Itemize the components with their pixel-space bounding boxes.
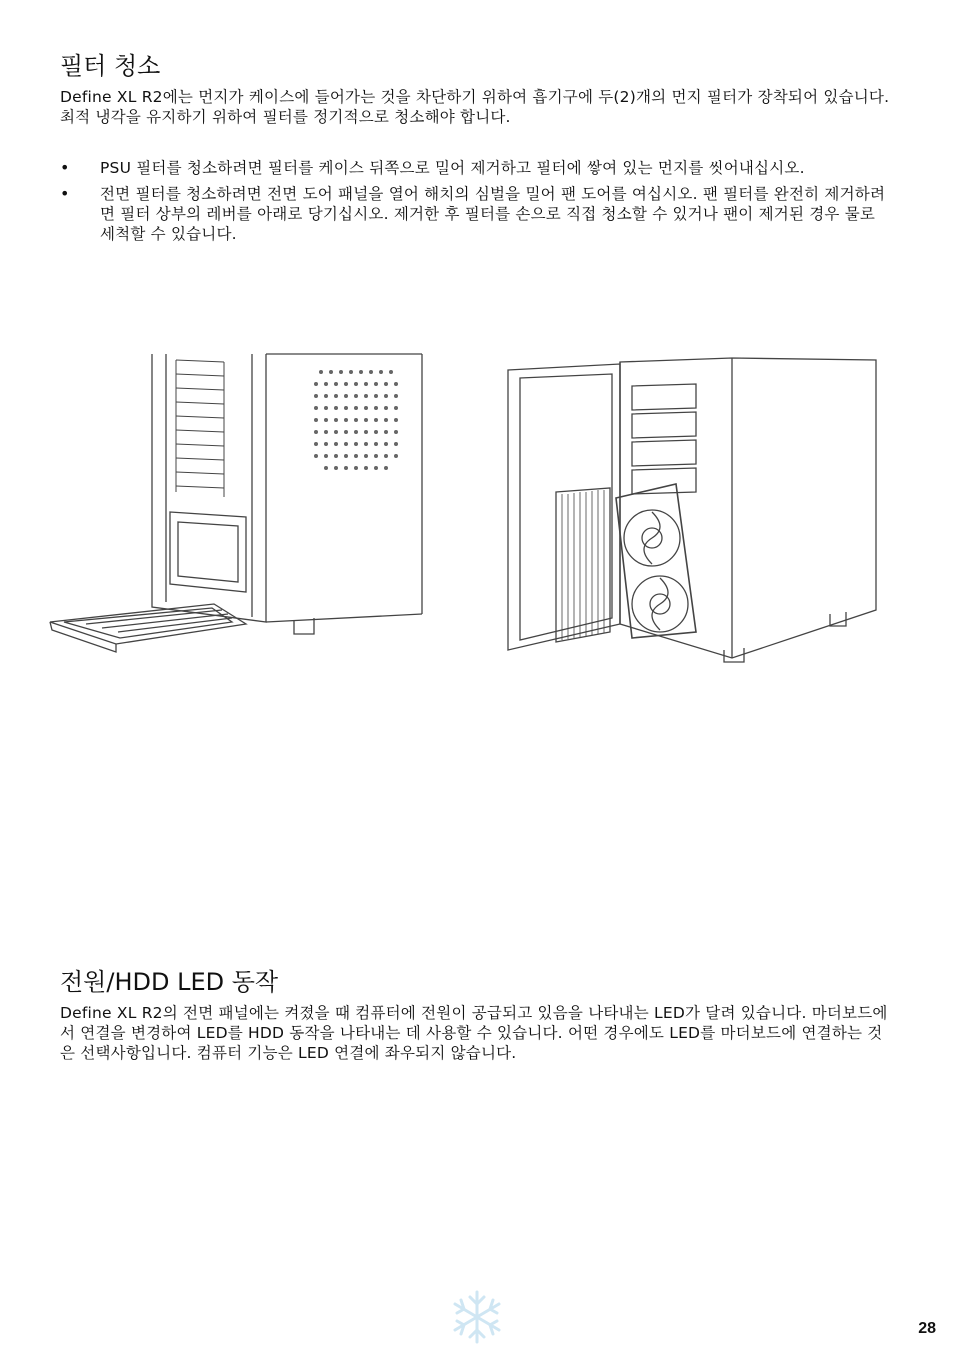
page-number: 28 <box>918 1320 936 1337</box>
bullet-front-filter <box>60 184 892 244</box>
bullet-icon: • <box>60 158 70 177</box>
section-heading-power-hdd-led: 전원/HDD LED 동작 <box>60 968 279 996</box>
psu-filter-illustration <box>46 352 426 657</box>
bullet-text: PSU 필터를 청소하려면 필터를 케이스 뒤쪽으로 밀어 제거하고 필터에 쌓여 있는 먼지를 씻어내십시오. <box>100 159 805 177</box>
filter-cleaning-paragraph: Define XL R2에는 먼지가 케이스에 들어가는 것을 차단하기 위하여 흡기구에 두(2)개의 먼지 필터가 장착되어 있습니다. 최적 냉각을 유지하기 위하여 필터를 정기적으로 청소해야 합니다. <box>60 88 890 126</box>
bullet-icon: • <box>60 184 70 203</box>
bullet-psu-filter <box>60 158 892 178</box>
filter-cleaning-bullets <box>60 158 892 244</box>
section-heading-filter-cleaning: 필터 청소 <box>60 52 161 80</box>
bullet-text: 전면 필터를 청소하려면 전면 도어 패널을 열어 해치의 심벌을 밀어 팬 도어를 여십시오. 팬 필터를 완전히 제거하려면 필터 상부의 레버를 아래로 당기십시오. 제거한 후 필터를 손으로 직접 청소할 수 있거나 팬이 제거된 경우 물로 세척할 수 있습니다. <box>100 185 886 243</box>
front-filter-illustration <box>500 352 880 664</box>
power-hdd-led-paragraph: Define XL R2의 전면 패널에는 켜졌을 때 컴퓨터에 전원이 공급되고 있음을 나타내는 LED가 달려 있습니다. 마더보드에서 연결을 변경하여 LED를 HDD 동작을 나타내는 데 사용할 수 있습니다. 어떤 경우에도 LED를 마더보드에 연결하는 것은 선택사항입니다. 컴퓨터 기능은 LED 연결에 좌우되지 않습니다. <box>60 1004 888 1062</box>
snowflake-icon <box>448 1288 506 1346</box>
